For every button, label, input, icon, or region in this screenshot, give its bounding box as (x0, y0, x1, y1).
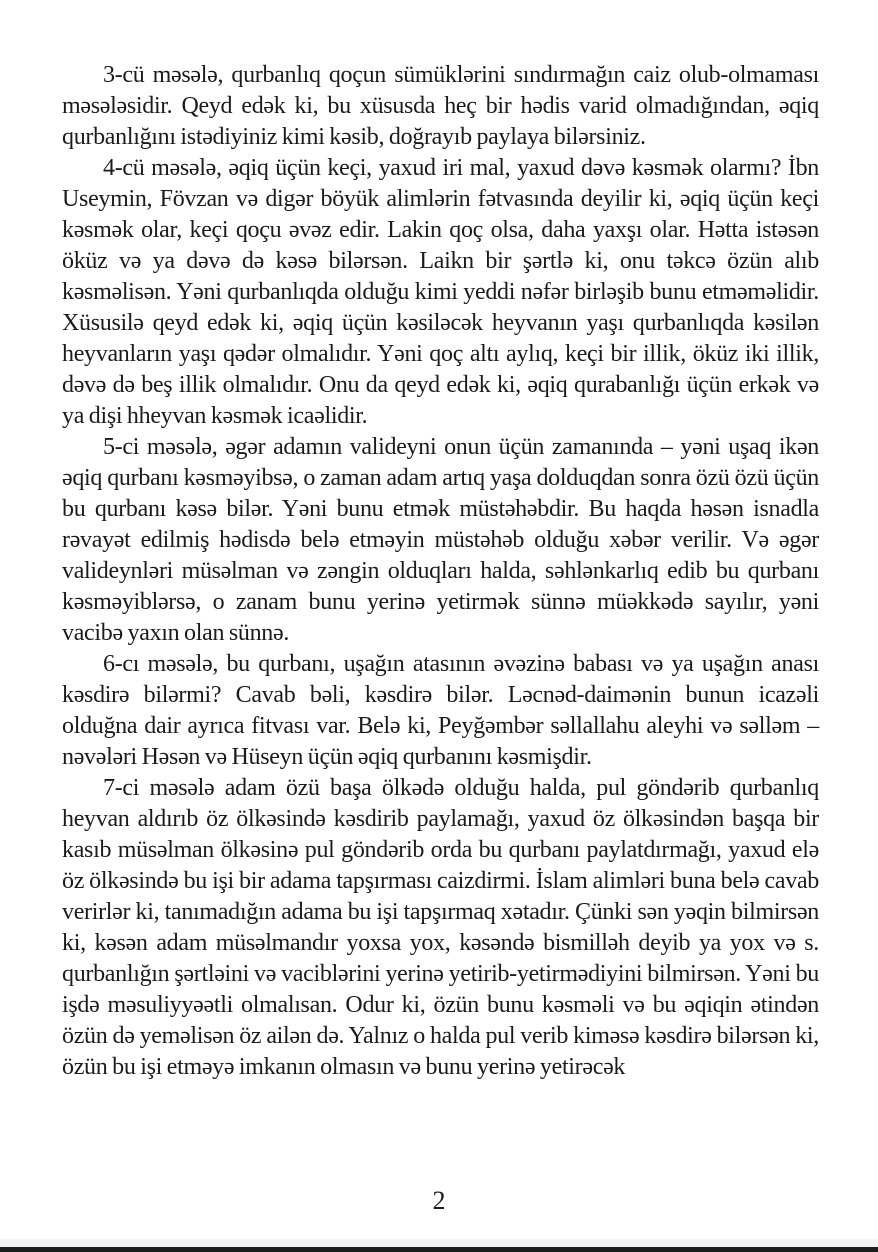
scan-bottom-edge (0, 1247, 878, 1252)
page-text-block (62, 60, 819, 1083)
paragraph-mesele-5: 5-ci məsələ, əgər adamın valideyni onun üçün zamanında – yəni uşaq ikən əqiq qurbanı kəsməyibsə, o zaman adam artıq yaşa dolduqdan sonra özü özü üçün bu qurbanı kəsə bilər. Yəni bunu etmək müstəhəbdir. Bu haqda həsən isnadla rəvayət edilmiş hədisdə belə etməyin müstəhəb olduğu xəbər verilir. Və əgər valideynləri müsəlman və zəngin olduqları halda, səhlənkarlıq edib bu qurbanı kəsməyiblərsə, o zanam bunu yerinə yetirmək sünnə müəkkədə sayılır, yəni vacibə yaxın olan sünnə. (62, 434, 819, 646)
paragraph-mesele-6: 6-cı məsələ, bu qurbanı, uşağın atasının əvəzinə babası və ya uşağın anası kəsdirə bilərmi? Cavab bəli, kəsdirə bilər. Ləcnəd-daimənin bunun icazəli olduğna dair ayrıca fitvası var. Belə ki, Peyğəmbər səllallahu aleyhi və səlləm – nəvələri Həsən və Hüseyn üçün əqiq qurbanını kəsmişdir. (62, 651, 819, 770)
page-number: 2 (432, 1186, 446, 1215)
paragraph-mesele-7: 7-ci məsələ adam özü başa ölkədə olduğu halda, pul göndərib qurbanlıq heyvan aldırıb öz ölkəsində kəsdirib paylamağı, yaxud öz ölkəsindən başqa bir kasıb müsəlman ölkəsinə pul göndərib orda bu qurbanı paylatdırmağı, yaxud elə öz ölkəsində bu işi bir adama tapşırması caizdirmi. İslam alimləri buna belə cavab verirlər ki, tanımadığın adama bu işi tapşırmaq xətadır. Çünki sən yəqin bilmirsən ki, kəsən adam müsəlmandır yoxsa yox, kəsəndə bismilləh deyib ya yox və s. qurbanlığın şərtləini və vaciblərini yerinə yetirib-yetirmədiyini bilmirsən. Yəni bu işdə məsuliyyəətli olmalısan. Odur ki, özün bunu kəsməli və bu əqiqin ətindən özün də yeməlisən öz ailən də. Yalnız o halda pul verib kiməsə kəsdirə bilərsən ki, özün bu işi etməyə imkanın olmasın və bunu yerinə yetirəcək (62, 775, 819, 1080)
scan-shade-strip (0, 1239, 878, 1247)
paragraph-mesele-4: 4-cü məsələ, əqiq üçün keçi, yaxud iri mal, yaxud dəvə kəsmək olarmı? İbn Useymin, Fövzan və digər böyük alimlərin fətvasında deyilir ki, əqiq üçün keçi kəsmək olar, keçi qoçu əvəz edir. Lakin qoç olsa, daha yaxşı olar. Hətta istəsən öküz və ya dəvə də kəsə bilərsən. Laikn bir şərtlə ki, onu təkcə özün alıb kəsməlisən. Yəni qurbanlıqda olduğu kimi yeddi nəfər birləşib bunu etməməlidir. Xüsusilə qeyd edək ki, əqiq üçün kəsiləcək heyvanın yaşı qurbanlıqda kəsilən heyvanların yaşı qədər olmalıdır. Yəni qoç altı aylıq, keçi bir illik, öküz iki illik, dəvə də beş illik olmalıdır. Onu da qeyd edək ki, əqiq qurabanlığı üçün erkək və ya dişi hheyvan kəsmək icaəlidir. (62, 155, 819, 429)
paragraph-mesele-3: 3-cü məsələ, qurbanlıq qoçun sümüklərini sındırmağın caiz olub-olmaması məsələsidir. Qeyd edək ki, bu xüsusda heç bir hədis varid olmadığından, əqiq qurbanlığını istədiyiniz kimi kəsib, doğrayıb paylaya bilərsiniz. (62, 62, 819, 150)
